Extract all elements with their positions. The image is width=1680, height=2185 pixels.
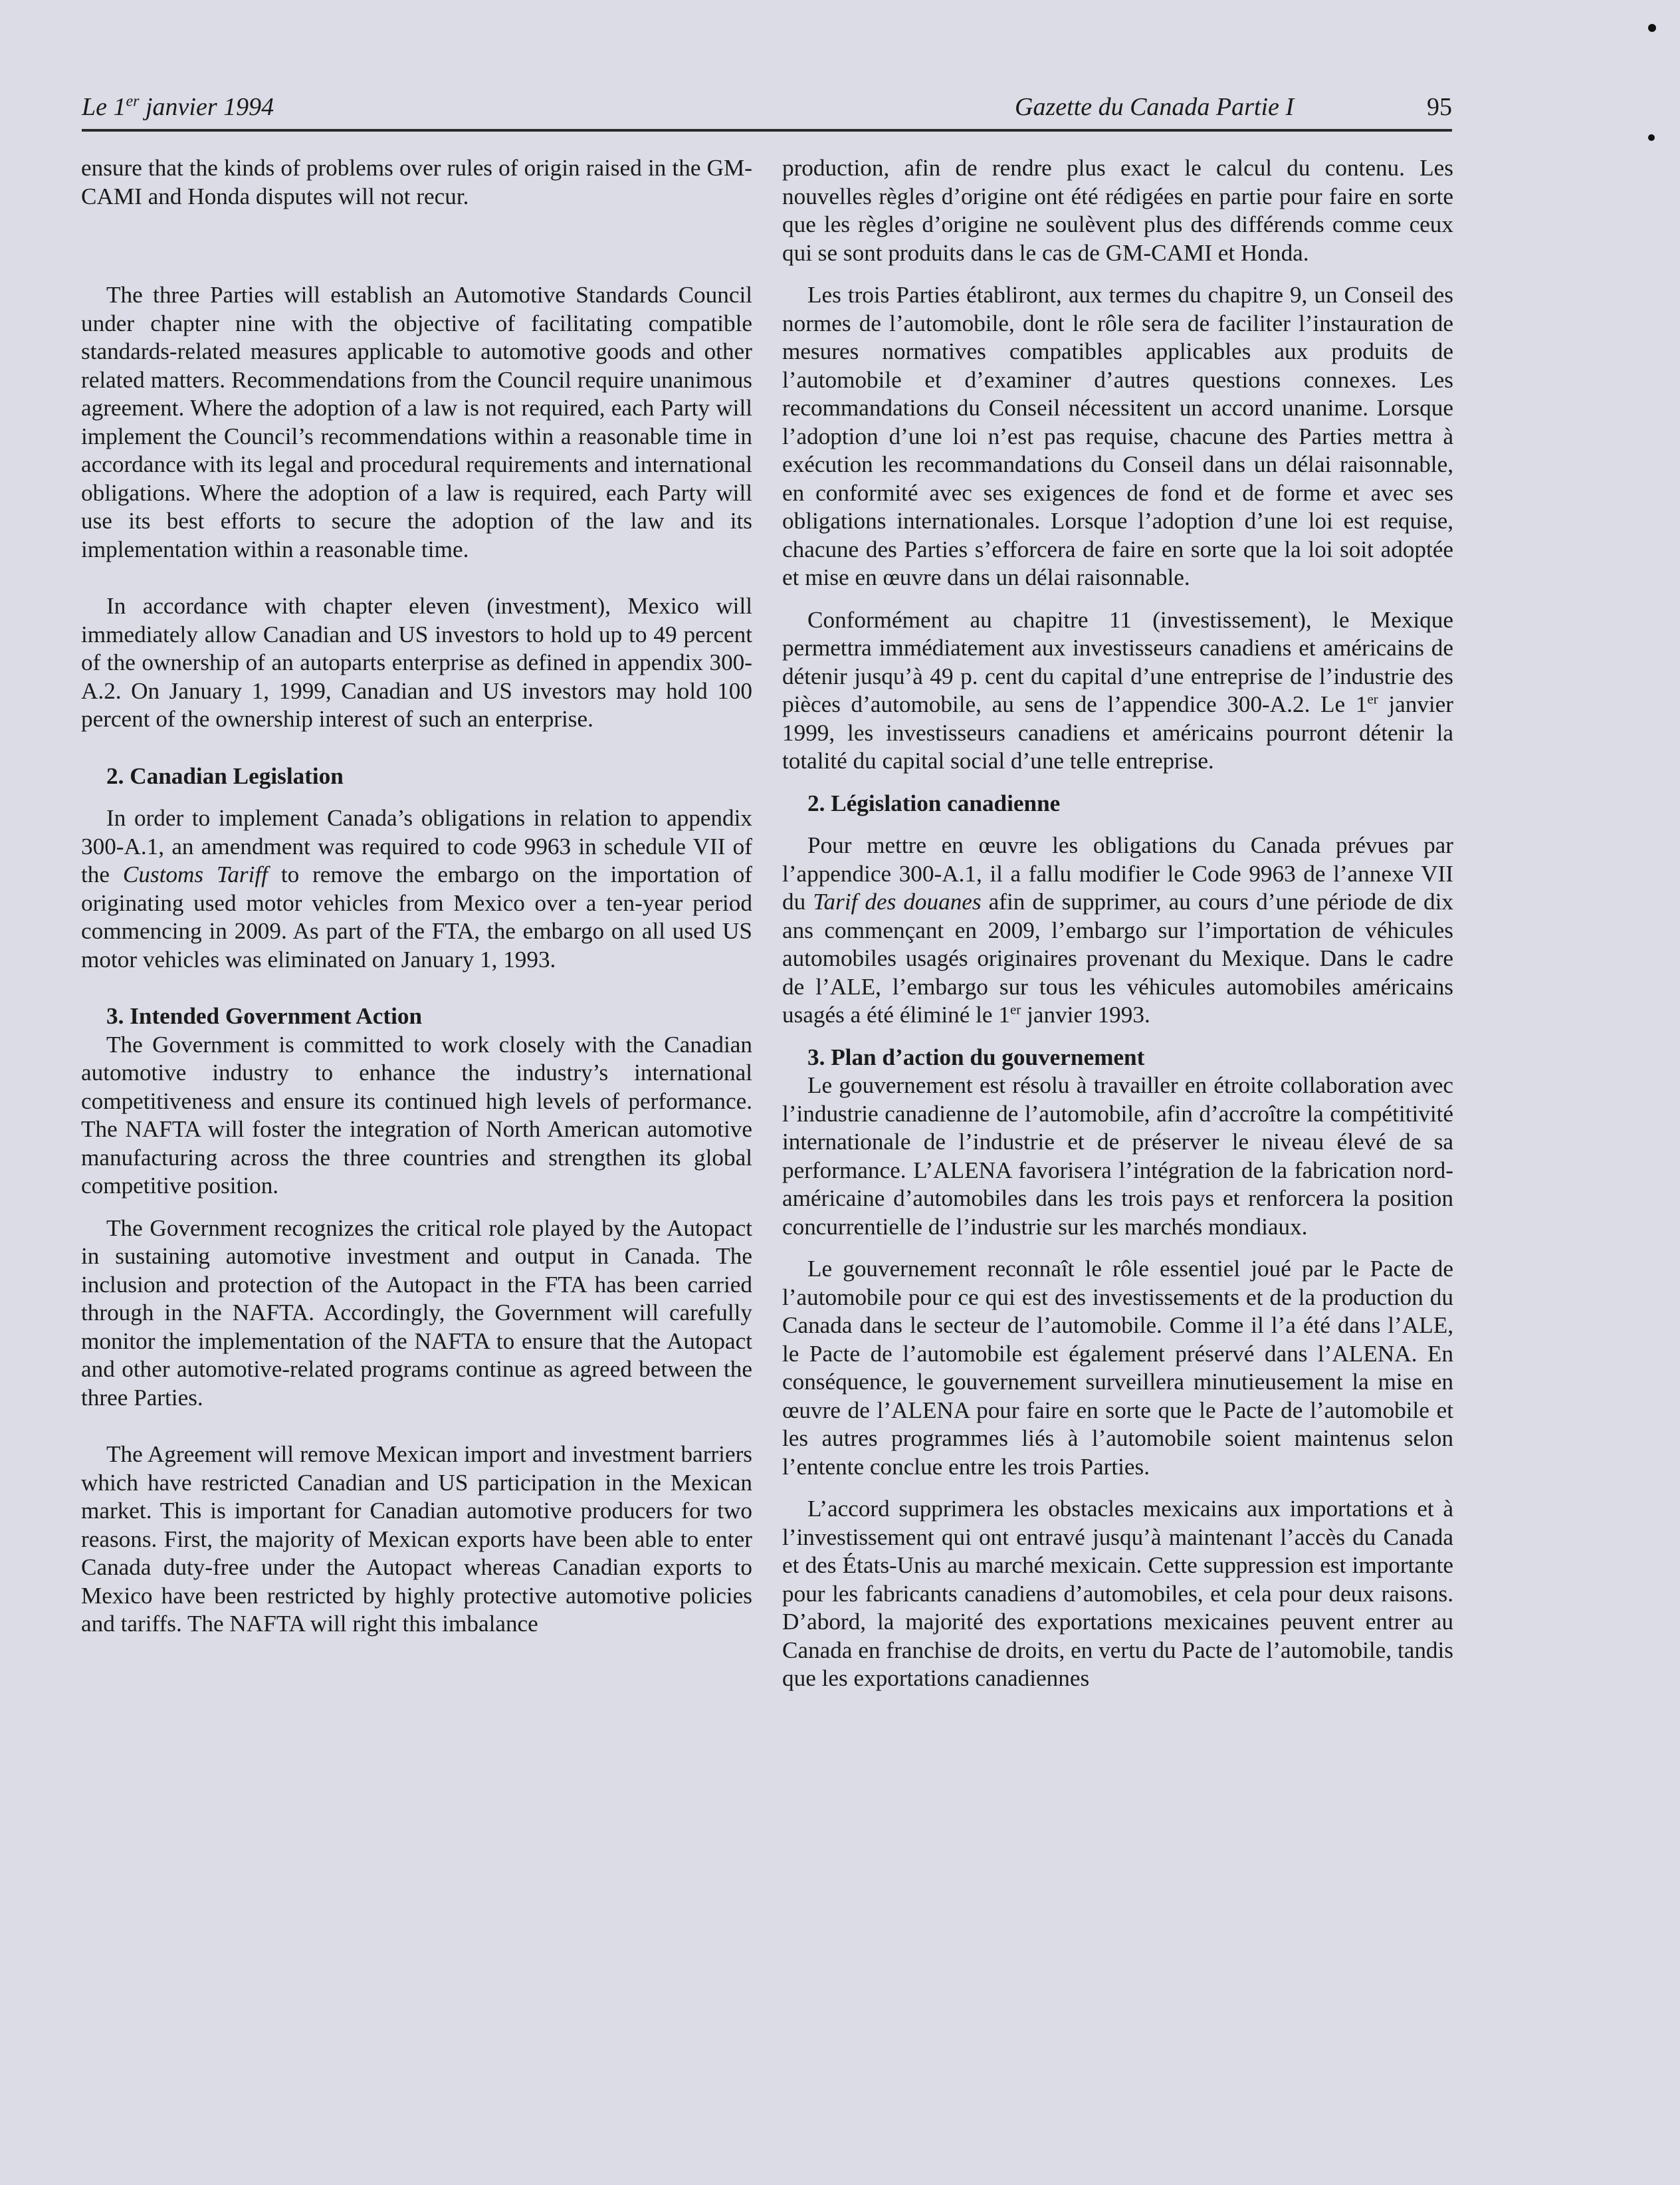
heading-canadian-legislation: 2. Canadian Legislation xyxy=(106,762,344,789)
paragraph-action-2: Le gouvernement reconnaît le rôle essentiel joué par le Pacte de l’automobile pour ce qui est des investissements et de la production du Canada dans le secteur de l’automobile. Comme il l’a été dans l’ALE, le Pacte de l’automobile est également préservé dans l’ALENA. En conséquence, le gouvernement surveillera minutieusement la mise en œuvre de l’ALENA pour faire en sorte que le Pacte de l’automobile et les autres programmes liés à l’automobile soient maintenus selon l’entente conclue entre les trois Parties. xyxy=(782,1256,1453,1480)
paragraph-legislation: In order to implement Canada’s obligations in relation to appendix 300-A.1, an amendment was required to code 9963 in schedule VII of the Customs Tariff to remove the embargo on the importation of originating used motor vehicles from Mexico over a ten-year period commencing in 2009. As part of the FTA, the embargo on all used US motor vehicles was eliminated on January 1, 1993. xyxy=(81,805,753,973)
paragraph-action-3: The Agreement will remove Mexican import and investment barriers which have restricted Canadian and US participation in the Mexican market. This is important for Canadian automotive producers for two reasons. First, the majority of Mexican exports have been able to enter Canada duty-free under the Autopact whereas Canadian exports to Mexico have been restricted by highly protective automotive policies and tariffs. The NAFTA will right this imbalance xyxy=(81,1441,752,1637)
paragraph-action-1: Le gouvernement est résolu à travailler en étroite collaboration avec l’industrie canadienne de l’automobile, afin d’accroître la compétitivité internationale de l’industrie et de préserver le niveau élevé de sa performance. L’ALENA favorisera l’intégration de la fabrication nord-américaine d’automobiles dans les trois pays et renforcera la position concurrentielle de l’industrie sur les marchés mondiaux. xyxy=(782,1072,1453,1240)
heading-government-action: 3. Plan d’action du gouvernement xyxy=(807,1044,1145,1070)
paragraph-investment: In accordance with chapter eleven (investment), Mexico will immediately allow Canadian and US investors to hold up to 49 percent of the ownership of an autoparts enterprise as defined in appendix 300-A.2. On January 1, 1999, Canadian and US investors may hold 100 percent of the ownership interest of such an enterprise. xyxy=(81,593,752,732)
heading-government-action: 3. Intended Government Action xyxy=(106,1003,423,1029)
scan-speck xyxy=(1648,24,1656,32)
paragraph-action-2: The Government recognizes the critical role played by the Autopact in sustaining automotive investment and output in Canada. The inclusion and protection of the Autopact in the FTA has been carried through in the NAFTA. Accordingly, the Government will carefully monitor the implementation of the NAFTA to ensure that the Autopact and other automotive-related programs continue as agreed between the three Parties. xyxy=(81,1214,752,1411)
page-header xyxy=(82,88,1452,132)
scan-speck xyxy=(1648,134,1655,141)
french-column xyxy=(782,154,1453,1922)
paragraph-standards-council: Les trois Parties établiront, aux termes du chapitre 9, un Conseil des normes de l’automobile, dont le rôle sera de faciliter l’instauration de mesures normatives compatibles applicables aux produits de l’automobile et d’examiner d’autres questions connexes. Les recommandations du Conseil nécessitent un accord unanime. Lorsque l’adoption d’une loi n’est pas requise, chacune des Parties mettra à exécution les recommandations du Conseil dans un délai raisonnable, en conformité avec ses exigences de fond et de forme et avec ses obligations internationales. Lorsque l’adoption d’une loi est requise, chacune des Parties s’efforcera de faire en sorte que la loi soit adoptée et mise en œuvre dans un délai raisonnable. xyxy=(782,282,1453,590)
header-publication: Gazette du Canada Partie I xyxy=(1015,93,1295,121)
paragraph-action-3: L’accord supprimera les obstacles mexicains aux importations et à l’investissement qui ont entravé jusqu’à maintenant l’accès du Canada et des États-Unis au marché mexicain. Cette suppression est importante pour les fabricants canadiens d’automobiles, et cela pour deux raisons. D’abord, la majorité des exportations mexicaines peuvent entrer au Canada en franchise de droits, en vertu du Pacte de l’automobile, tandis que les exportations canadiennes xyxy=(782,1496,1453,1691)
paragraph-standards-council: The three Parties will establish an Automotive Standards Council under chapter nine with the objective of facilitating compatible standards-related measures applicable to automotive goods and other related matters. Recommendations from the Council require unanimous agreement. Where the adoption of a law is not required, each Party will implement the Council’s recommendations within a reasonable time in accordance with its legal and procedural requirements and international obligations. Where the adoption of a law is required, each Party will use its best efforts to secure the adoption of the law and its implementation within a reasonable time. xyxy=(81,282,752,562)
header-date: Le 1er janvier 1994 xyxy=(82,92,274,121)
heading-canadian-legislation: 2. Législation canadienne xyxy=(807,790,1061,816)
paragraph-intro: production, afin de rendre plus exact le calcul du contenu. Les nouvelles règles d’origine ont été rédigées en partie pour faire en sorte que les règles d’origine ne soulèvent plus des différends comme ceux qui se sont produits dans le cas de GM-CAMI et Honda. xyxy=(782,155,1453,266)
paragraph-intro: ensure that the kinds of problems over rules of origin raised in the GM-CAMI and Honda disputes will not recur. xyxy=(81,155,752,209)
paragraph-investment: Conformément au chapitre 11 (investissement), le Mexique permettra immédiatement aux investisseurs canadiens et américains de détenir jusqu’à 49 p. cent du capital d’une entreprise de l’industrie des pièces d’automobile, au sens de l’appendice 300-A.2. Le 1er janvier 1999, les investisseurs canadiens et américains pourront détenir la totalité du capital social d’une telle entreprise. xyxy=(782,606,1453,774)
paragraph-legislation: Pour mettre en œuvre les obligations du Canada prévues par l’appendice 300-A.1, il a fallu modifier le Code 9963 de l’annexe VII du Tarif des douanes afin de supprimer, au cours d’une période de dix ans commençant en 2009, l’embargo sur l’importation de véhicules automobiles usagés originaires provenant du Mexique. Dans le cadre de l’ALE, l’embargo sur tous les véhicules automobiles américains usagés a été éliminé le 1er janvier 1993. xyxy=(782,832,1453,1028)
paragraph-action-1: The Government is committed to work closely with the Canadian automotive industry to enhance the industry’s international competitiveness and ensure its continued high levels of performance. The NAFTA will foster the integration of North American automotive manufacturing across the three countries and strengthen its global competitive position. xyxy=(81,1031,752,1199)
page-number: 95 xyxy=(1427,93,1452,121)
english-column xyxy=(81,154,752,1922)
